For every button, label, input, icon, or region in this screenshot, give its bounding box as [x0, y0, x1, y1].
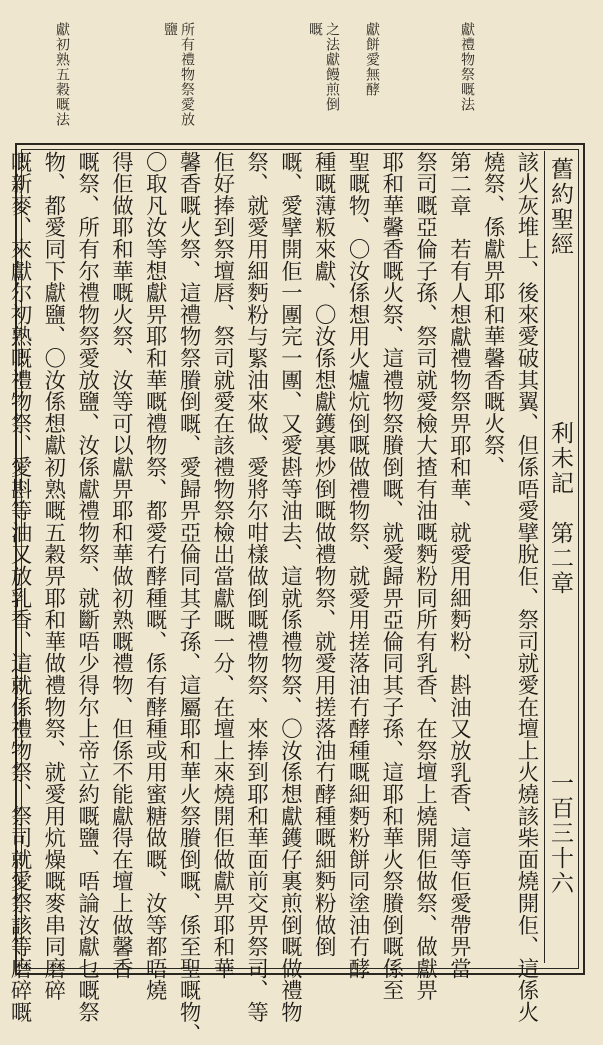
chapter-label: 利未記 第二章	[547, 421, 573, 596]
text-line: 種嘅薄粄來獻、〇汝係想獻鑊裏炒倒嘅做禮物祭、就愛用搓落油冇酵種嘅細麪粉做倒	[311, 151, 337, 958]
margin-note: 之法獻饅煎倒嘅	[307, 22, 340, 112]
chapter-heading: 第二章	[446, 151, 472, 217]
text-line: 燒祭、係獻畀耶和華馨香嘅火祭、	[480, 151, 506, 478]
text-segment: 若有人想獻禮物祭畀耶和華、就愛用細麪粉、斟油又放乳香、這等佢愛帶畀當	[446, 238, 472, 980]
margin-notes	[10, 22, 595, 127]
text-line: 佢好捧到祭壇唇、祭司就愛在該禮物祭檢出當獻嘅一分、在壇上來燒開佢做獻畀耶和華	[209, 151, 235, 980]
text-line: 嘅新麥、來獻尔初熟嘅禮物祭、愛斟等油又放乳香、這就係禮物祭、祭司就愛祭該等磨碎嘅	[7, 151, 33, 1023]
text-line: 物、都愛同下獻鹽、〇汝係想獻初熟嘅五穀畀耶和華做禮物祭、就愛用炕燥嘅麥串同磨碎	[40, 151, 66, 1002]
page-number: 一百三十六	[547, 771, 573, 896]
margin-note: 獻初熟五穀嘅法	[54, 22, 70, 127]
text-line: 馨香嘅火祭、這禮物祭賸倒嘅、愛歸畀亞倫同其子孫、這屬耶和華火祭賸倒嘅、係至聖嘅物、	[176, 151, 202, 1045]
text-line: 祭司嘅亞倫子孫、祭司就愛檢大揸有油嘅麪粉同所有乳香、在祭壇上燒開佢做祭、做獻畀	[412, 151, 438, 1002]
text-line	[442, 151, 476, 980]
text-line: 嘅祭、所有尔禮物祭愛放鹽、汝係獻禮物祭、就斷唔少得尔上帝立約嘅鹽、唔論汝獻乜嘅祭	[74, 151, 100, 1023]
text-line: 祭、就愛用細麪粉与緊油來做、愛將尔咁樣做倒嘅禮物祭、來捧到耶和華面前交畀祭司、等	[243, 151, 269, 1023]
text-line: 得佢做耶和華嘅火祭、汝等可以獻畀耶和華做初熟嘅禮物、但係不能獻得在壇上做馨香	[108, 151, 134, 980]
scripture-text	[7, 151, 543, 1045]
running-header	[544, 151, 575, 963]
text-line: 聖嘅物、〇汝係想用火爐炕倒嘅做禮物祭、就愛用搓落油冇酵種嘅細麪粉餅同塗油冇酵	[345, 151, 371, 980]
book-title: 舊約聖經	[547, 157, 573, 257]
text-line: 〇取凡汝等想獻畀耶和華嘅禮物祭、都愛冇酵種嘅、係有酵種或用蜜糖做嘅、汝等都唔燒	[142, 151, 168, 1002]
margin-note: 獻餅愛無酵	[364, 22, 380, 97]
text-line: 嘅、愛擘開佢一團完一團、又愛斟等油去、這就係禮物祭、〇汝係想獻鑊仔裏煎倒嘅做禮物	[277, 151, 303, 1023]
margin-note: 獻禮物祭嘅法	[459, 22, 475, 112]
page-frame	[7, 143, 585, 1045]
margin-note: 所有禮物祭愛放鹽	[162, 22, 195, 127]
text-line: 耶和華馨香嘅火祭、這禮物祭賸倒嘅、就愛歸畀亞倫同其子孫、這耶和華火祭賸倒嘅係至	[378, 151, 404, 1002]
text-line: 該火灰堆上、後來愛破其翼、但係唔愛擘脫佢、祭司就愛在壇上火燒該柴面燒開佢、這係火	[514, 151, 539, 1023]
